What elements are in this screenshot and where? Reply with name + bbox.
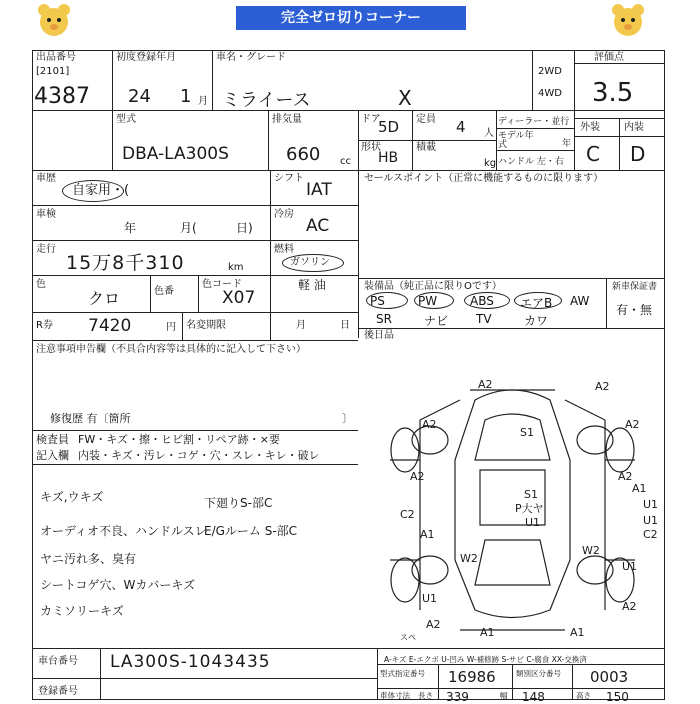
hand-note-5: カミソリーキズ	[40, 604, 124, 618]
fuel-diesel: 軽 油	[298, 278, 326, 292]
type-number-label: 型式指定番号	[380, 669, 425, 678]
color-code-label: 色コード	[202, 279, 242, 290]
mark-spare: スペ	[400, 633, 416, 642]
color-label: 色	[36, 279, 46, 290]
chassis-label: 車台番号	[38, 656, 78, 667]
notice-label: 注意事項申告欄（不具合内容等は具体的に記入して下さい）	[36, 344, 306, 355]
lot-label: 出品番号	[36, 52, 76, 63]
mark-c2-right: C2	[643, 528, 658, 541]
equip-ps: PS	[370, 294, 385, 308]
name-change-month: 月	[296, 320, 306, 331]
type-number-value: 16986	[448, 668, 496, 686]
equip-pw: PW	[418, 294, 438, 308]
ac-value: AC	[306, 216, 330, 236]
inspection-label: 車検	[36, 209, 56, 220]
capacity-value: 4	[456, 118, 466, 136]
drive-4wd: 4WD	[538, 88, 562, 99]
mark-w2-right: W2	[582, 544, 600, 557]
hand-note-6: 下廻りS-部C	[204, 496, 273, 510]
mark-u1-right-2: U1	[643, 514, 659, 527]
hand-note-3: ヤニ汚れ多、臭有	[40, 552, 137, 566]
width-label: 幅	[500, 691, 508, 700]
mark-c2-left: C2	[400, 508, 415, 521]
shape-label: 形状	[361, 142, 381, 153]
capacity-unit: 人	[484, 128, 494, 139]
after-items-label: 後日品	[364, 330, 394, 341]
warranty-value: 有・無	[616, 303, 653, 317]
new-warranty-label: 新車保証書	[612, 282, 658, 292]
hand-note-1: キズ,ウキズ	[40, 490, 104, 504]
equip-airbag: エアB	[520, 296, 553, 310]
mark-a2-top-1: A2	[478, 378, 493, 391]
mark-a2-left-rear: A2	[426, 618, 441, 631]
class-number-value: 0003	[590, 668, 629, 686]
score-value: 3.5	[592, 78, 634, 108]
equip-aw: AW	[570, 294, 590, 308]
cc-label: 排気量	[272, 114, 302, 125]
model-label: 型式	[116, 114, 136, 125]
mark-a1-rear-1: A1	[480, 626, 495, 639]
registration-label: 登録番号	[38, 686, 78, 697]
model-year-label: モデル年式	[498, 131, 534, 150]
width-value: 148	[522, 690, 545, 704]
banner-title: 完全ゼロ切りコーナー	[236, 6, 466, 30]
class-number-label: 類別区分番号	[516, 669, 561, 678]
interior-label: 内装	[624, 122, 644, 133]
reg-year: 24	[128, 86, 151, 107]
mascot-bear-icon-right	[610, 2, 646, 38]
score-label: 評価点	[594, 52, 624, 63]
height-label: 高さ	[576, 691, 591, 700]
mark-w2-left: W2	[460, 552, 478, 565]
inspection-month: 月(	[180, 221, 197, 235]
hand-note-7: E/Gルーム S-部C	[204, 524, 298, 538]
color-number-label: 色番	[154, 286, 174, 297]
car-name: ミライース	[222, 90, 311, 111]
inspection-day: 日)	[236, 221, 253, 235]
equip-airbag-circle	[514, 292, 562, 309]
fuel-label: 燃料	[274, 244, 294, 255]
damage-diagram	[360, 340, 665, 645]
equip-tv: TV	[476, 312, 492, 326]
exterior-label: 外装	[580, 122, 600, 133]
exterior-grade: C	[586, 142, 600, 166]
mark-u1-center: U1	[525, 516, 541, 529]
interior-grade: D	[630, 142, 646, 166]
equip-navi: ナビ	[424, 314, 449, 328]
use-value: 自家用・(	[72, 183, 130, 198]
mark-a2-left-side: A2	[410, 470, 425, 483]
lot-number: 4387	[34, 84, 90, 109]
mark-u1-right-rear: U1	[622, 560, 638, 573]
load-unit: kg	[484, 158, 497, 169]
length-label: 長さ	[418, 691, 433, 700]
recycle-value: 7420	[88, 316, 132, 336]
color-value: クロ	[88, 289, 121, 308]
equip-abs-circle	[464, 292, 510, 309]
equip-ps-circle	[366, 292, 408, 309]
inspector-items: FW・キズ・擦・ヒビ割・リペア跡・×要	[78, 433, 280, 446]
mark-a1-right: A1	[632, 482, 647, 495]
height-value: 150	[606, 690, 629, 704]
hand-note-2: オーディオ不良、ハンドルスレ	[40, 524, 207, 538]
model-year-unit: 年	[562, 139, 572, 149]
mark-a2-top-2: A2	[595, 380, 610, 393]
repair-history-label: 修復歴 有〔箇所	[50, 412, 131, 425]
color-code: X07	[222, 288, 256, 308]
body-size-label: 車体寸法	[380, 691, 410, 700]
equipment-label: 装備品（純正品に限りOです）	[364, 281, 502, 292]
shift-label: シフト	[274, 173, 304, 184]
load-label: 積載	[416, 142, 436, 153]
name-label: 車名・グレード	[216, 52, 286, 63]
chassis-value: LA300S-1043435	[110, 652, 271, 672]
cc-unit: cc	[340, 156, 351, 167]
mark-p-large: P大ヤ	[515, 502, 544, 515]
mark-a2-right-side: A2	[618, 470, 633, 483]
reg-month: 1	[180, 86, 192, 107]
record-items: 内装・キズ・汚レ・コゲ・穴・スレ・キレ・破レ	[78, 449, 320, 462]
name-change-day: 日	[340, 320, 350, 331]
mark-u1-left-rear: U1	[422, 592, 438, 605]
equip-abs: ABS	[470, 294, 494, 308]
mascot-bear-icon-left	[36, 2, 72, 38]
mileage-unit: km	[228, 262, 244, 273]
equip-leather: カワ	[524, 314, 549, 328]
mileage-value: 15万8千310	[66, 252, 185, 274]
dealer-label: ディーラー・並行	[498, 117, 570, 127]
name-change-label: 名変期限	[186, 320, 226, 331]
cc-value: 660	[286, 144, 321, 165]
hand-note-4: シートコゲ穴、Wカバーキズ	[40, 578, 196, 592]
shape-value: HB	[378, 150, 399, 166]
mark-s1-roof: S1	[520, 426, 534, 439]
length-value: 339	[446, 690, 469, 704]
ac-label: 冷房	[274, 209, 294, 220]
mark-a1-left: A1	[420, 528, 435, 541]
equip-pw-circle	[414, 292, 454, 309]
recycle-label: R券	[36, 320, 53, 331]
capacity-label: 定員	[416, 114, 436, 125]
lot-sub: [2101]	[36, 66, 70, 77]
mark-a2-right-rear: A2	[622, 600, 637, 613]
mark-a1-rear-2: A1	[570, 626, 585, 639]
damage-legend: A-キズ E-エクボ U-凹み W-補修跡 S-サビ C-腐食 XX-交換済	[384, 655, 587, 664]
mark-a2-left-front: A2	[422, 418, 437, 431]
model-value: DBA-LA300S	[122, 144, 229, 164]
reg-month-unit: 月	[198, 96, 208, 107]
fuel-gasoline: ガソリン	[290, 257, 330, 268]
shift-value: IAT	[306, 180, 332, 200]
handle-label: ハンドル 左・右	[498, 157, 564, 167]
inspector-label: 検査員	[36, 433, 69, 446]
door-value: 5D	[378, 118, 400, 136]
mileage-label: 走行	[36, 244, 56, 255]
use-label: 車歴	[36, 173, 56, 184]
inspection-year: 年	[124, 221, 137, 235]
reg-label: 初度登録年月	[116, 52, 176, 63]
sales-point-label: セールスポイント（正常に機能するものに限ります）	[364, 173, 604, 184]
drive-2wd: 2WD	[538, 66, 562, 77]
door-label: ドア	[361, 114, 381, 125]
grade: X	[398, 86, 412, 110]
mark-u1-right-1: U1	[643, 498, 659, 511]
recycle-unit: 円	[166, 322, 176, 333]
mark-a2-right-front: A2	[625, 418, 640, 431]
equip-sr: SR	[376, 312, 392, 326]
mark-s1-center: S1	[524, 488, 538, 501]
record-label: 記入欄	[36, 449, 69, 462]
